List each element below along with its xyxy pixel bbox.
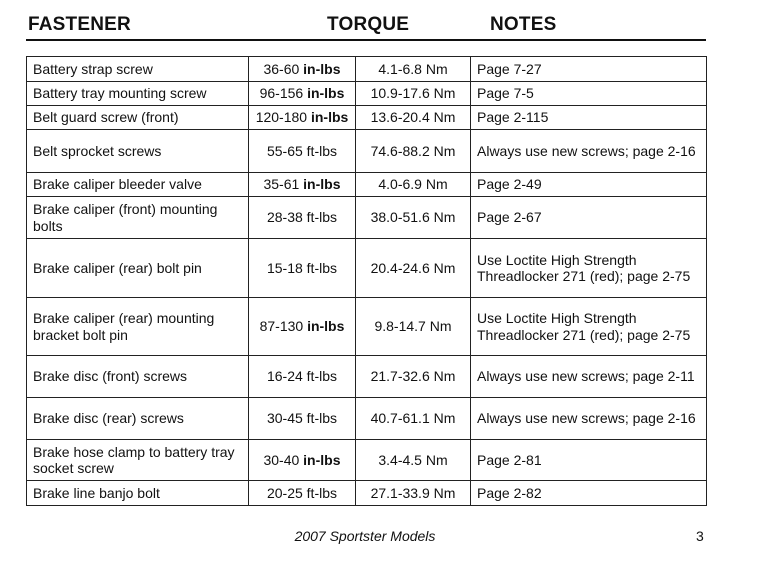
torque-value: 35-61 — [263, 176, 300, 193]
torque-imperial-cell — [249, 173, 356, 197]
torque-unit: in-lbs — [310, 109, 349, 126]
notes-cell: Page 7-27 — [471, 57, 707, 82]
notes-cell: Use Loctite High Strength Threadlocker 271 (red); page 2-75 — [471, 239, 707, 298]
torque-unit: in-lbs — [307, 318, 345, 335]
torque-imperial-cell — [249, 356, 356, 398]
notes-cell: Always use new screws; page 2-16 — [471, 130, 707, 173]
fastener-cell: Brake caliper bleeder valve — [27, 173, 249, 197]
torque-imperial-cell — [249, 239, 356, 298]
fastener-cell: Brake line banjo bolt — [27, 481, 249, 506]
table-row — [27, 197, 707, 239]
torque-metric-cell: 10.9-17.6 Nm — [356, 82, 471, 106]
torque-value: 15-18 — [266, 259, 303, 276]
notes-cell: Page 2-115 — [471, 106, 707, 130]
table-row — [27, 130, 707, 173]
torque-imperial-cell — [249, 398, 356, 440]
torque-metric-cell: 38.0-51.6 Nm — [356, 197, 471, 239]
torque-metric-cell: 4.0-6.9 Nm — [356, 173, 471, 197]
header-rule — [26, 39, 706, 41]
torque-unit: ft-lbs — [306, 410, 338, 427]
page-header — [26, 10, 706, 42]
torque-metric-cell: 74.6-88.2 Nm — [356, 130, 471, 173]
torque-value: 20-25 — [266, 484, 303, 501]
fastener-cell: Belt guard screw (front) — [27, 106, 249, 130]
torque-value: 120-180 — [255, 109, 308, 126]
table-row — [27, 173, 707, 197]
notes-cell: Always use new screws; page 2-16 — [471, 398, 707, 440]
torque-imperial-cell — [249, 481, 356, 506]
torque-metric-cell: 13.6-20.4 Nm — [356, 106, 471, 130]
torque-value: 36-60 — [263, 60, 300, 77]
notes-cell: Always use new screws; page 2-11 — [471, 356, 707, 398]
torque-unit: ft-lbs — [306, 142, 338, 159]
torque-value: 30-45 — [266, 410, 303, 427]
torque-metric-cell: 40.7-61.1 Nm — [356, 398, 471, 440]
table-row — [27, 239, 707, 298]
notes-cell: Page 2-67 — [471, 197, 707, 239]
torque-imperial-cell — [249, 440, 356, 481]
torque-unit: in-lbs — [307, 85, 345, 102]
torque-imperial-cell — [249, 82, 356, 106]
torque-table — [26, 56, 707, 506]
torque-value: 87-130 — [259, 318, 304, 335]
torque-metric-cell: 21.7-32.6 Nm — [356, 356, 471, 398]
notes-cell: Page 2-81 — [471, 440, 707, 481]
fastener-cell: Brake hose clamp to battery tray socket screw — [27, 440, 249, 481]
torque-unit: in-lbs — [303, 176, 341, 193]
torque-unit: ft-lbs — [306, 209, 338, 226]
table-row — [27, 356, 707, 398]
fastener-column-heading: FASTENER — [28, 14, 131, 35]
fastener-cell: Brake caliper (rear) mounting bracket bolt pin — [27, 298, 249, 356]
torque-value: 96-156 — [259, 85, 304, 102]
table-row — [27, 481, 707, 506]
torque-unit: in-lbs — [303, 60, 341, 77]
torque-metric-cell: 9.8-14.7 Nm — [356, 298, 471, 356]
torque-unit: ft-lbs — [306, 368, 338, 385]
table-row — [27, 106, 707, 130]
fastener-cell: Brake disc (front) screws — [27, 356, 249, 398]
torque-unit: ft-lbs — [306, 259, 338, 276]
notes-cell: Page 7-5 — [471, 82, 707, 106]
torque-imperial-cell — [249, 57, 356, 82]
torque-value: 28-38 — [266, 209, 303, 226]
fastener-cell: Belt sprocket screws — [27, 130, 249, 173]
notes-cell: Page 2-82 — [471, 481, 707, 506]
table-row — [27, 398, 707, 440]
torque-metric-cell: 27.1-33.9 Nm — [356, 481, 471, 506]
torque-value: 30-40 — [263, 451, 300, 468]
torque-imperial-cell — [249, 197, 356, 239]
table-row — [27, 82, 707, 106]
page-number: 3 — [696, 528, 704, 544]
table-row — [27, 440, 707, 481]
fastener-cell: Brake disc (rear) screws — [27, 398, 249, 440]
torque-unit: in-lbs — [303, 451, 341, 468]
fastener-cell: Brake caliper (rear) bolt pin — [27, 239, 249, 298]
notes-column-heading: NOTES — [490, 14, 557, 35]
fastener-cell: Battery strap screw — [27, 57, 249, 82]
table-row — [27, 298, 707, 356]
torque-metric-cell: 3.4-4.5 Nm — [356, 440, 471, 481]
torque-metric-cell: 20.4-24.6 Nm — [356, 239, 471, 298]
fastener-cell: Battery tray mounting screw — [27, 82, 249, 106]
notes-cell: Use Loctite High Strength Threadlocker 271 (red); page 2-75 — [471, 298, 707, 356]
torque-column-heading: TORQUE — [327, 14, 410, 35]
torque-value: 16-24 — [266, 368, 303, 385]
torque-imperial-cell — [249, 130, 356, 173]
torque-imperial-cell — [249, 106, 356, 130]
torque-metric-cell: 4.1-6.8 Nm — [356, 57, 471, 82]
torque-imperial-cell — [249, 298, 356, 356]
footer-title: 2007 Sportster Models — [294, 528, 436, 544]
notes-cell: Page 2-49 — [471, 173, 707, 197]
fastener-cell: Brake caliper (front) mounting bolts — [27, 197, 249, 239]
torque-unit: ft-lbs — [306, 484, 338, 501]
torque-value: 55-65 — [266, 142, 303, 159]
table-row — [27, 57, 707, 82]
